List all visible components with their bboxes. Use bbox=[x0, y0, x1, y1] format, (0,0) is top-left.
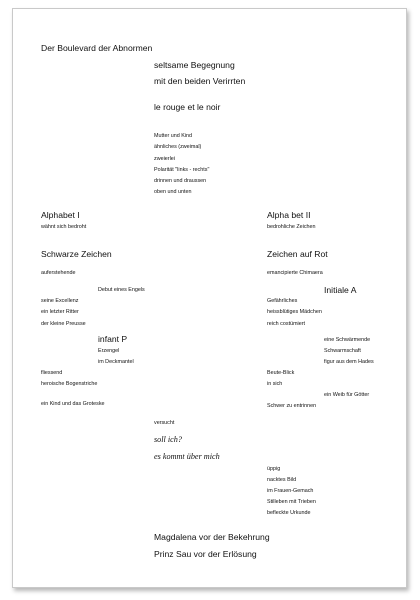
page-title: Der Boulevard der Abnormen bbox=[41, 43, 153, 53]
intro-line: drinnen und draussen bbox=[154, 178, 207, 184]
text-line: Debut eines Engels bbox=[98, 287, 145, 293]
text-line: emancipierte Chimaera bbox=[267, 270, 323, 276]
text-line: Gefährliches bbox=[267, 298, 298, 304]
italic-line: soll ich? bbox=[154, 435, 182, 444]
infant-p-heading: infant P bbox=[98, 334, 128, 344]
text-line: Schwer zu entrinnen bbox=[267, 403, 317, 409]
text-line: ein Kind und das Groteske bbox=[41, 401, 105, 407]
text-line: üppig bbox=[267, 466, 281, 472]
text-line: figur aus dem Hades bbox=[324, 359, 374, 365]
subtitle-line-1: seltsame Begegnung bbox=[154, 60, 235, 70]
subtitle-line-2: mit den beiden Verirrten bbox=[154, 76, 246, 86]
text-line: fliessend bbox=[41, 370, 63, 376]
text-line: auferstehende bbox=[41, 270, 76, 276]
intro-line: zweierlei bbox=[154, 156, 175, 162]
text-line: ein letzter Ritter bbox=[41, 309, 79, 315]
schwarze-zeichen-heading: Schwarze Zeichen bbox=[41, 249, 112, 259]
text-line: heroische Bogenstriche bbox=[41, 381, 98, 387]
text-line: Erzengel bbox=[98, 348, 120, 354]
document-page bbox=[12, 8, 407, 588]
text-line: versucht bbox=[154, 420, 175, 426]
text-line: eine Schwärmende bbox=[324, 337, 371, 343]
zeichen-auf-rot-heading: Zeichen auf Rot bbox=[267, 249, 328, 259]
closing-line-2: Prinz Sau vor der Erlösung bbox=[154, 549, 257, 559]
text-line: der kleine Preusse bbox=[41, 321, 86, 327]
text-line: nacktes Bild bbox=[267, 477, 297, 483]
text-line: im Deckmantel bbox=[98, 359, 134, 365]
text-line: befleckte Urkunde bbox=[267, 510, 311, 516]
intro-line: ähnliches (zweimal) bbox=[154, 144, 202, 150]
intro-line: Mutter und Kind bbox=[154, 133, 193, 139]
intro-line: oben und unten bbox=[154, 189, 192, 195]
alphabet-i-subline: wähnt sich bedroht bbox=[41, 224, 87, 230]
initiale-a-heading: Initiale A bbox=[324, 285, 357, 295]
alphabet-ii-subline: bedrohliche Zeichen bbox=[267, 224, 316, 230]
text-line: reich costümiert bbox=[267, 321, 306, 327]
text-line: Schwarmschaft bbox=[324, 348, 361, 354]
alphabet-i-heading: Alphabet I bbox=[41, 210, 80, 220]
intro-line: Polarität "links - rechts" bbox=[154, 167, 210, 173]
text-line: Stilleben mit Trieben bbox=[267, 499, 316, 505]
rouge-heading: le rouge et le noir bbox=[154, 102, 221, 112]
text-line: Beute-Blick bbox=[267, 370, 295, 376]
text-line: ein Weib für Götter bbox=[324, 392, 370, 398]
text-line: heissblütiges Mädchen bbox=[267, 309, 322, 315]
text-line: seine Excellenz bbox=[41, 298, 79, 304]
text-line: in sich bbox=[267, 381, 283, 387]
text-line: im Frauen-Gemach bbox=[267, 488, 314, 494]
italic-line: es kommt über mich bbox=[154, 452, 220, 461]
alphabet-ii-heading: Alpha bet II bbox=[267, 210, 311, 220]
closing-line-1: Magdalena vor der Bekehrung bbox=[154, 532, 270, 542]
